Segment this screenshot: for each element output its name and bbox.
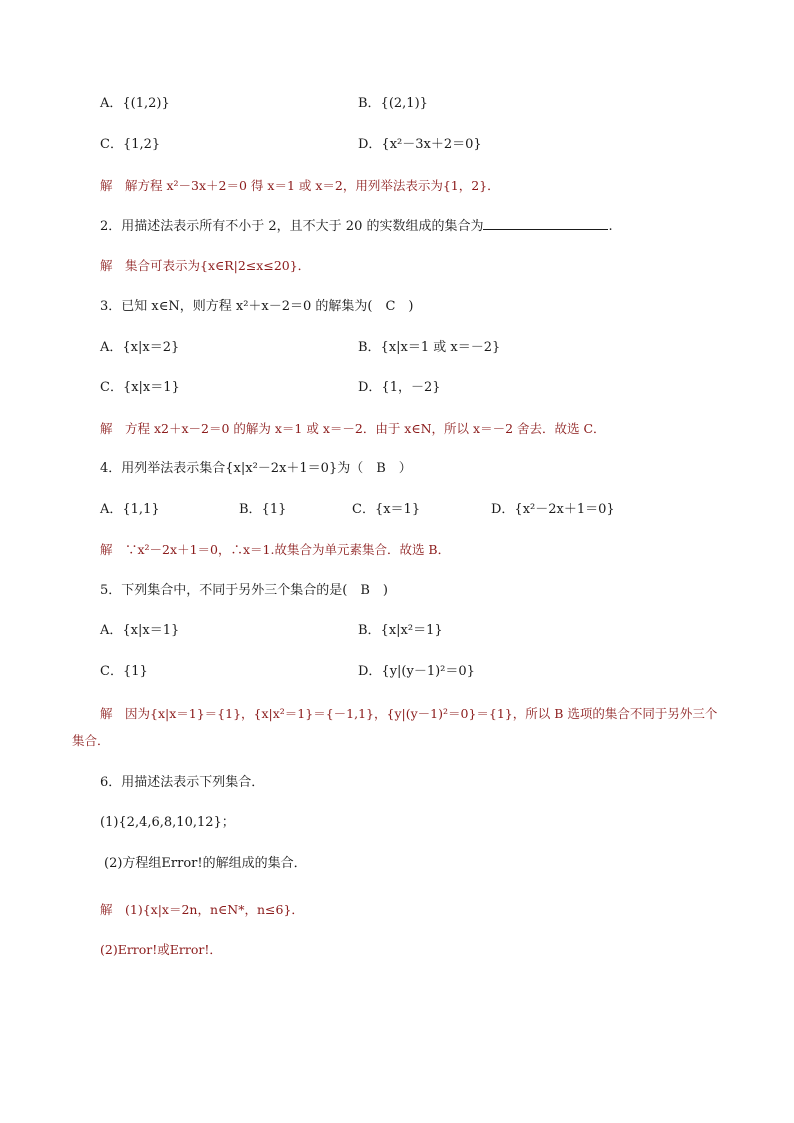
q6-part-2: (2)方程组Error!的解组成的集合． bbox=[104, 856, 307, 871]
q4-option-a: A．{1,1} bbox=[100, 502, 160, 517]
q1-option-c: C．{1,2} bbox=[100, 137, 161, 152]
q3-option-c: C．{x|x＝1} bbox=[100, 380, 180, 395]
q5-solution bbox=[72, 700, 732, 754]
q2-solution: 解 集合可表示为{x∈R|2≤x≤20}． bbox=[100, 258, 311, 273]
q4-option-c: C．{x＝1} bbox=[352, 502, 421, 517]
q6-solution-2: (2)Error!或Error!． bbox=[100, 942, 222, 957]
q3-solution: 解 方程 x2＋x－2＝0 的解为 x＝1 或 x＝－2．由于 x∈N，所以 x＝－2 舍去．故选 C． bbox=[100, 421, 606, 436]
q2-stem-line bbox=[100, 217, 613, 236]
q1-option-d: D．{x²－3x＋2＝0} bbox=[358, 137, 482, 152]
q2-answer-blank bbox=[483, 217, 608, 230]
q3-option-d: D．{1，－2} bbox=[358, 380, 441, 395]
q6-solution-1: 解 (1){x|x＝2n，n∈N*，n≤6}． bbox=[100, 902, 304, 917]
q2-stem: 2．用描述法表示所有不小于 2，且不大于 20 的实数组成的集合为 bbox=[100, 219, 484, 234]
q5-option-a: A．{x|x＝1} bbox=[100, 623, 180, 638]
q3-option-b: B．{x|x＝1 或 x＝－2} bbox=[358, 340, 501, 355]
q6-part-1: (1){2,4,6,8,10,12}； bbox=[100, 815, 235, 830]
q3-stem: 3．已知 x∈N，则方程 x²＋x－2＝0 的解集为( C ) bbox=[100, 299, 414, 314]
q4-solution: 解 ∵x²－2x＋1＝0，∴x＝1.故集合为单元素集合．故选 B． bbox=[100, 542, 451, 557]
q1-option-a: A．{(1,2)} bbox=[100, 96, 170, 111]
q5-stem: 5．下列集合中，不同于另外三个集合的是( B ) bbox=[100, 583, 388, 598]
q5-option-c: C．{1} bbox=[100, 664, 148, 679]
q5-solution-line-2: 集合． bbox=[72, 733, 110, 748]
q4-stem: 4．用列举法表示集合{x|x²－2x＋1＝0}为（ B ） bbox=[100, 461, 412, 476]
q4-option-d: D．{x²－2x＋1＝0} bbox=[491, 502, 615, 517]
q6-stem: 6．用描述法表示下列集合． bbox=[100, 775, 265, 790]
q3-option-a: A．{x|x＝2} bbox=[100, 340, 180, 355]
q4-option-b: B．{1} bbox=[239, 502, 287, 517]
q2-end: . bbox=[608, 219, 613, 234]
q5-option-d: D．{y|(y－1)²＝0} bbox=[358, 664, 475, 679]
q5-solution-line-1: 解 因为{x|x＝1}＝{1}，{x|x²＝1}＝{－1,1}，{y|(y－1)²＝0}＝{1}，所以 B 选项的集合不同于另外三个 bbox=[100, 706, 718, 721]
q1-solution: 解 解方程 x²－3x＋2＝0 得 x＝1 或 x＝2，用列举法表示为{1，2}． bbox=[100, 178, 500, 193]
q5-option-b: B．{x|x²＝1} bbox=[358, 623, 443, 638]
q1-option-b: B．{(2,1)} bbox=[358, 96, 428, 111]
